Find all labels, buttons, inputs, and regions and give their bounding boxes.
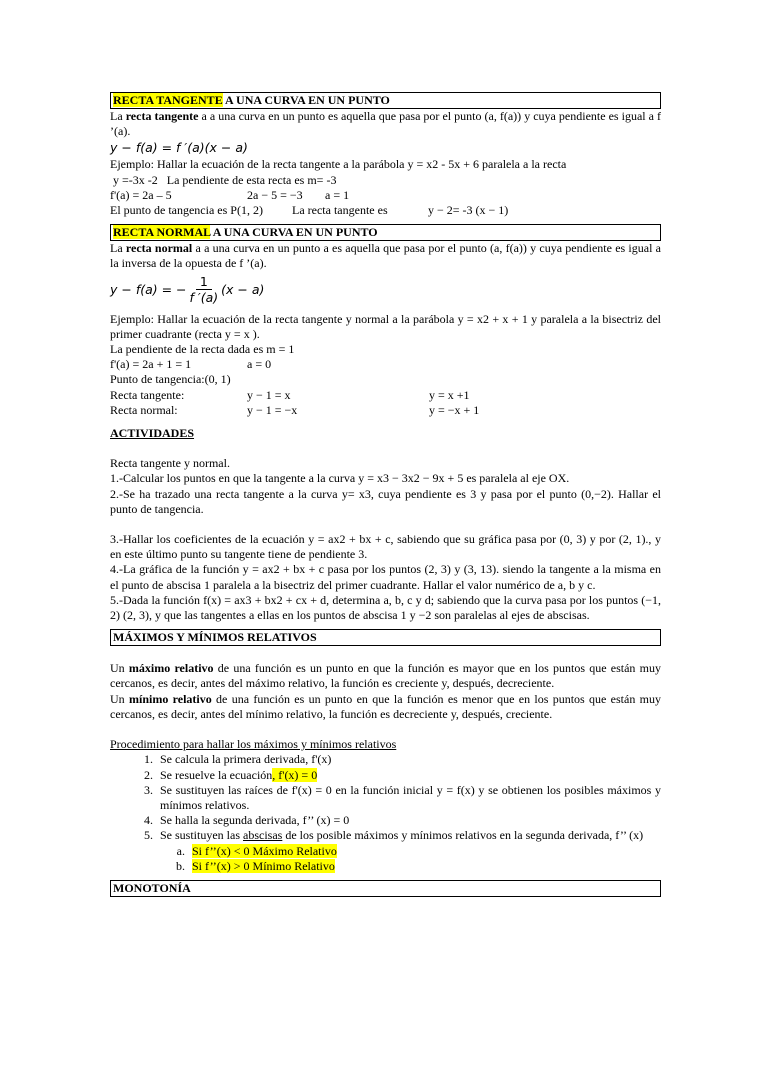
normal-example-5 bbox=[110, 388, 661, 403]
normal-example-6 bbox=[110, 403, 661, 418]
normal-formula bbox=[110, 272, 661, 308]
actividades-intro: Recta tangente y normal. bbox=[110, 456, 230, 471]
p2-bold: mínimo relativo bbox=[128, 691, 212, 706]
tangente-example-4 bbox=[110, 203, 661, 218]
step-3: 3. Se sustituyen las raíces de f'(x) = 0 en la función inicial y = f(x) y se obtienen los posibles máximos y mínimos relativos. bbox=[156, 783, 661, 813]
step-2-highlight: , f'(x) = 0 bbox=[272, 767, 318, 782]
actividad-5: 5.-Dada la función f(x) = ax3 + bx2 + cx + d, determina a, b, c y d; sabiendo que la curva pasa por los puntos (−1, 2) (2, 3), y que las tangentes a ellas en los puntos de abscisa 1 y −2 son paralelas al ejes de abscisas. bbox=[110, 592, 661, 623]
normal-example-3 bbox=[110, 357, 661, 372]
ej3-b: 2a − 5 = −3 bbox=[247, 187, 303, 202]
ej3-b: a = 0 bbox=[247, 357, 272, 372]
document-page bbox=[110, 92, 661, 897]
normal-example-1: Ejemplo: Hallar la ecuación de la recta tangente y normal a la parábola y = x2 + x + 1 y paralela a la bisectriz del primer cuadrante (recta y = x ). bbox=[110, 311, 661, 341]
heading-rest: A UNA CURVA EN UN PUNTO bbox=[210, 225, 378, 240]
maximo-definition bbox=[110, 661, 661, 691]
ej4-a: El punto de tangencia es P(1, 2) bbox=[110, 203, 263, 218]
substep-b-text: Si f’’(x) > 0 Mínimo Relativo bbox=[192, 858, 335, 873]
heading-rest: A UNA CURVA EN UN PUNTO bbox=[222, 93, 390, 107]
substep-a bbox=[188, 844, 661, 859]
ej4-b: La recta tangente es bbox=[292, 203, 388, 218]
p2-post: de una función es un punto en que la función es menor que en los puntos que están muy cercanos, es decir, antes del mínimo relativo, la función es decreciente y, después, creciente. bbox=[110, 691, 661, 721]
tangente-example-2: y =-3x -2 La pendiente de esta recta es m= -3 bbox=[110, 172, 337, 187]
minimo-definition bbox=[110, 692, 661, 722]
normal-example-2: La pendiente de la recta dada es m = 1 bbox=[110, 342, 295, 357]
def-pre: La bbox=[110, 109, 126, 123]
ej6-b: y − 1 = −x bbox=[247, 402, 298, 417]
step-5-pre: Se sustituyen las bbox=[160, 828, 243, 843]
tangente-definition bbox=[110, 109, 661, 139]
def-pre: La bbox=[110, 241, 126, 256]
actividades-title: ACTIVIDADES bbox=[110, 426, 195, 441]
ej6-c: y = −x + 1 bbox=[429, 402, 480, 417]
step-1: 1. Se calcula la primera derivada, f'(x) bbox=[156, 752, 661, 767]
p1-bold: máximo relativo bbox=[128, 661, 214, 676]
step-4: 4. Se halla la segunda derivada, f’’ (x) = 0 bbox=[156, 813, 661, 828]
procedure-list bbox=[110, 752, 661, 874]
formula-lhs: y − f(a) = − bbox=[110, 282, 187, 298]
def-bold: recta tangente bbox=[125, 109, 199, 123]
tangente-formula: y − f(a) = f ′(a)(x − a) bbox=[110, 140, 248, 156]
tangente-example-1: Ejemplo: Hallar la ecuación de la recta tangente a la parábola y = x2 - 5x + 6 paralela a la recta bbox=[110, 157, 567, 172]
actividad-2: 2.-Se ha trazado una recta tangente a la curva y= x3, cuya pendiente es 3 y pasa por el punto (0,−2). Hallar el punto de tangencia. bbox=[110, 486, 661, 516]
def-bold: recta normal bbox=[125, 241, 193, 256]
actividad-3: 3.-Hallar los coeficientes de la ecuación y = ax2 + bx + c, sabiendo que su gráfica pasa por (0, 3) y por (2, 1)., y en este último punto su tangente tiene de pendiente 3. bbox=[110, 532, 661, 562]
heading-highlight: RECTA NORMAL bbox=[113, 225, 211, 240]
def-post: a a una curva en un punto es aquella que pasa por el punto (a, f(a)) y cuya pendiente es igual a f ’(a). bbox=[110, 109, 661, 139]
normal-example-4: Punto de tangencia:(0, 1) bbox=[110, 372, 231, 387]
section-heading-tangente bbox=[110, 92, 661, 109]
substep-b bbox=[188, 859, 661, 874]
fraction-numerator: 1 bbox=[196, 274, 212, 290]
p1-pre: Un bbox=[110, 661, 129, 676]
section-heading-monotonia: MONOTONÍA bbox=[110, 880, 661, 897]
formula-fraction bbox=[190, 274, 219, 305]
ej5-c: y = x +1 bbox=[429, 387, 470, 402]
ej3-a: f'(a) = 2a + 1 = 1 bbox=[110, 357, 192, 372]
def-post: a a una curva en un punto a es aquella que pasa por el punto (a, f(a)) y cuya pendiente es igual a la inversa de la opuesta de f ’(a). bbox=[110, 241, 661, 271]
actividad-4: 4.-La gráfica de la función y = ax2 + bx + c pasa por los puntos (2, 3) y (3, 13). siendo la tangente a la misma en el punto de abscisa 1 paralela a la bisectriz del primer cuadrante. Hallar el valor numérico de a, b y c. bbox=[110, 562, 661, 592]
ej4-c: y − 2= -3 (x − 1) bbox=[428, 203, 509, 218]
procedure-title: Procedimiento para hallar los máximos y mínimos relativos bbox=[110, 737, 397, 752]
formula-rhs: (x − a) bbox=[221, 282, 265, 298]
normal-definition bbox=[110, 241, 661, 271]
actividad-1: 1.-Calcular los puntos en que la tangente a la curva y = x3 − 3x2 − 9x + 5 es paralela al eje OX. bbox=[110, 471, 570, 486]
tangente-example-3 bbox=[110, 188, 661, 203]
section-heading-normal bbox=[110, 224, 661, 241]
step-5 bbox=[156, 828, 661, 874]
step-2 bbox=[156, 768, 661, 783]
step-2-text: Se resuelve la ecuación bbox=[160, 767, 273, 782]
ej6-a: Recta normal: bbox=[110, 402, 178, 417]
ej5-a: Recta tangente: bbox=[110, 387, 185, 402]
substep-a-text: Si f’’(x) < 0 Máximo Relativo bbox=[192, 843, 337, 858]
step-5-post: de los posible máximos y mínimos relativos en la segunda derivada, f’’ (x) bbox=[282, 828, 644, 843]
ej3-a: f'(a) = 2a – 5 bbox=[110, 187, 172, 202]
section-heading-maximos: MÁXIMOS Y MÍNIMOS RELATIVOS bbox=[110, 629, 661, 646]
ej3-c: a = 1 bbox=[325, 187, 350, 202]
p2-pre: Un bbox=[110, 691, 129, 706]
p1-post: de una función es un punto en que la función es mayor que en los puntos que están muy cercanos, es decir, antes del máximo relativo, la función es creciente y, después, decreciente. bbox=[110, 661, 661, 691]
heading-highlight: RECTA TANGENTE bbox=[113, 93, 223, 107]
step-5-underline: abscisas bbox=[243, 828, 283, 843]
ej5-b: y − 1 = x bbox=[247, 387, 291, 402]
fraction-denominator: f ′(a) bbox=[189, 290, 219, 306]
sub-list bbox=[160, 844, 661, 874]
